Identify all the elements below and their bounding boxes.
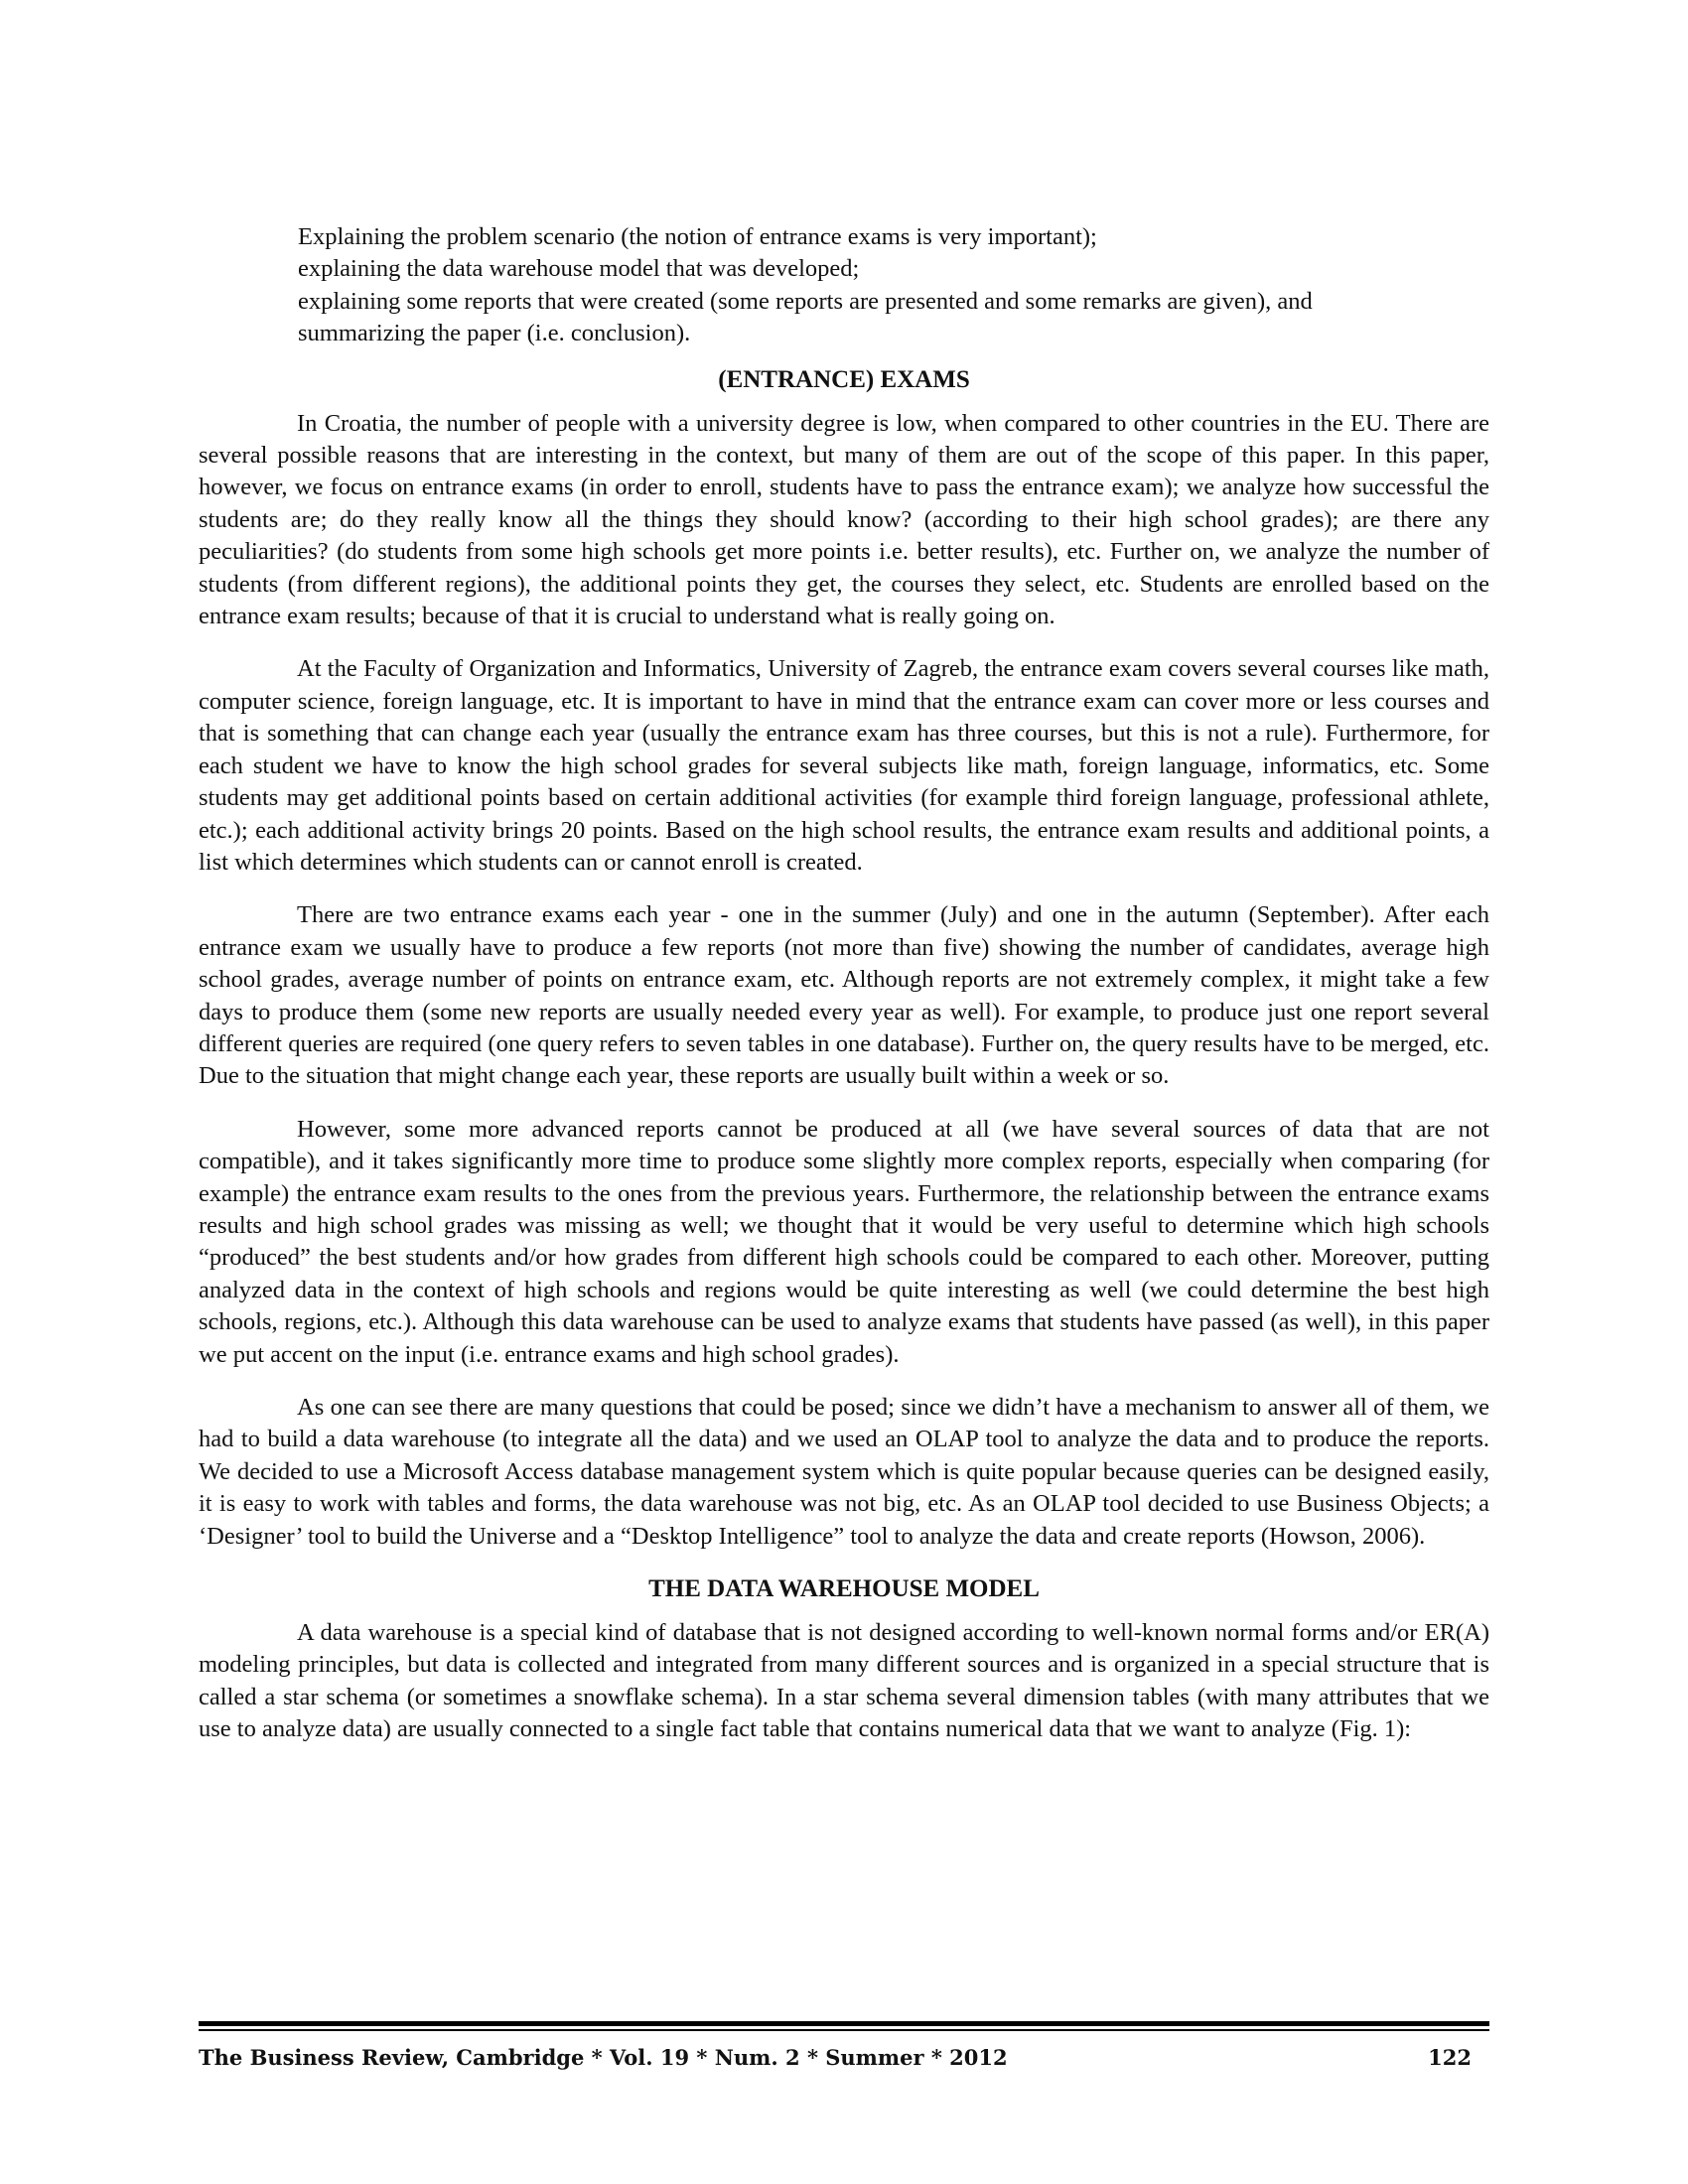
footer-rule: [199, 2021, 1489, 2026]
page-footer: [199, 2045, 1489, 2077]
page-number: 122: [1428, 2045, 1472, 2070]
section-heading-entrance-exams: (ENTRANCE) EXAMS: [718, 365, 970, 393]
outline-item: Explaining the problem scenario (the notion of entrance exams is very important);: [298, 223, 1097, 250]
section-heading-data-warehouse-model: THE DATA WAREHOUSE MODEL: [648, 1575, 1040, 1603]
paragraph: However, some more advanced reports cannot be produced at all (we have several sources of data that are not compatible), and it takes significantly more time to produce some slightly more complex reports, especially when comparing (for example) the entrance exam results to the ones from the previous years. Furthermore, the relationship between the entrance exams results and high school grades was missing as well; we thought that it would be very useful to determine which high schools “produced” the best students and/or how grades from different high schools could be compared to each other. Moreover, putting analyzed data in the context of high schools and regions would be quite interesting as well (we could determine the best high schools, regions, etc.). Although this data warehouse can be used to analyze exams that students have passed (as well), in this paper we put accent on the input (i.e. entrance exams and high school grades).: [199, 1115, 1489, 1368]
page-body: [199, 221, 1489, 1767]
paper-outline-list: [298, 221, 1489, 350]
paragraph: A data warehouse is a special kind of database that is not designed according to well-known normal forms and/or ER(A) modeling principles, but data is collected and integrated from many different sources and is organized in a special structure that is called a star schema (or sometimes a snowflake schema). In a star schema several dimension tables (with many attributes that we use to analyze data) are usually connected to a single fact table that contains numerical data that we want to analyze (Fig. 1):: [199, 1619, 1489, 1743]
outline-item: summarizing the paper (i.e. conclusion).: [298, 320, 691, 347]
footer-rule: [199, 2029, 1489, 2031]
paragraph: There are two entrance exams each year - one in the summer (July) and one in the autumn (September). After each entrance exam we usually have to produce a few reports (not more than five) showing the number of candidates, average high school grades, average number of points on entrance exam, etc. Although reports are not extremely complex, it might take a few days to produce them (some new reports are usually needed every year as well). For example, to produce just one report several different queries are required (one query refers to seven tables in one database). Further on, the query results have to be merged, etc. Due to the situation that might change each year, these reports are usually built within a week or so.: [199, 901, 1489, 1090]
paragraph: At the Faculty of Organization and Informatics, University of Zagreb, the entrance exam covers several courses like math, computer science, foreign language, etc. It is important to have in mind that the entrance exam can cover more or less courses and that is something that can change each year (usually the entrance exam has three courses, but this is not a rule). Furthermore, for each student we have to know the high school grades for several subjects like math, foreign language, informatics, etc. Some students may get additional points based on certain additional activities (for example third foreign language, professional athlete, etc.); each additional activity brings 20 points. Based on the high school results, the entrance exam results and additional points, a list which determines which students can or cannot enroll is created.: [199, 655, 1489, 876]
outline-item: explaining the data warehouse model that was developed;: [298, 255, 860, 283]
paragraph: As one can see there are many questions that could be posed; since we didn’t have a mechanism to answer all of them, we had to build a data warehouse (to integrate all the data) and we used an OLAP tool to analyze the data and to produce the reports. We decided to use a Microsoft Access database management system which is quite popular because queries can be designed easily, it is easy to work with tables and forms, the data warehouse was not big, etc. As an OLAP tool decided to use Business Objects; a ‘Designer’ tool to build the Universe and a “Desktop Intelligence” tool to analyze the data and create reports (Howson, 2006).: [199, 1394, 1489, 1550]
outline-item: explaining some reports that were created (some reports are presented and some remarks are given), and: [298, 287, 1313, 315]
paragraph: In Croatia, the number of people with a university degree is low, when compared to other countries in the EU. There are several possible reasons that are interesting in the context, but many of them are out of the scope of this paper. In this paper, however, we focus on entrance exams (in order to enroll, students have to pass the entrance exam); we analyze how successful the students are; do they really know all the things they should know? (according to their high school grades); are there any peculiarities? (do students from some high schools get more points i.e. better results), etc. Further on, we analyze the number of students (from different regions), the additional points they get, the courses they select, etc. Students are enrolled based on the entrance exam results; because of that it is crucial to understand what is really going on.: [199, 409, 1489, 630]
journal-citation: The Business Review, Cambridge * Vol. 19 * Num. 2 * Summer * 2012: [199, 2045, 1008, 2070]
